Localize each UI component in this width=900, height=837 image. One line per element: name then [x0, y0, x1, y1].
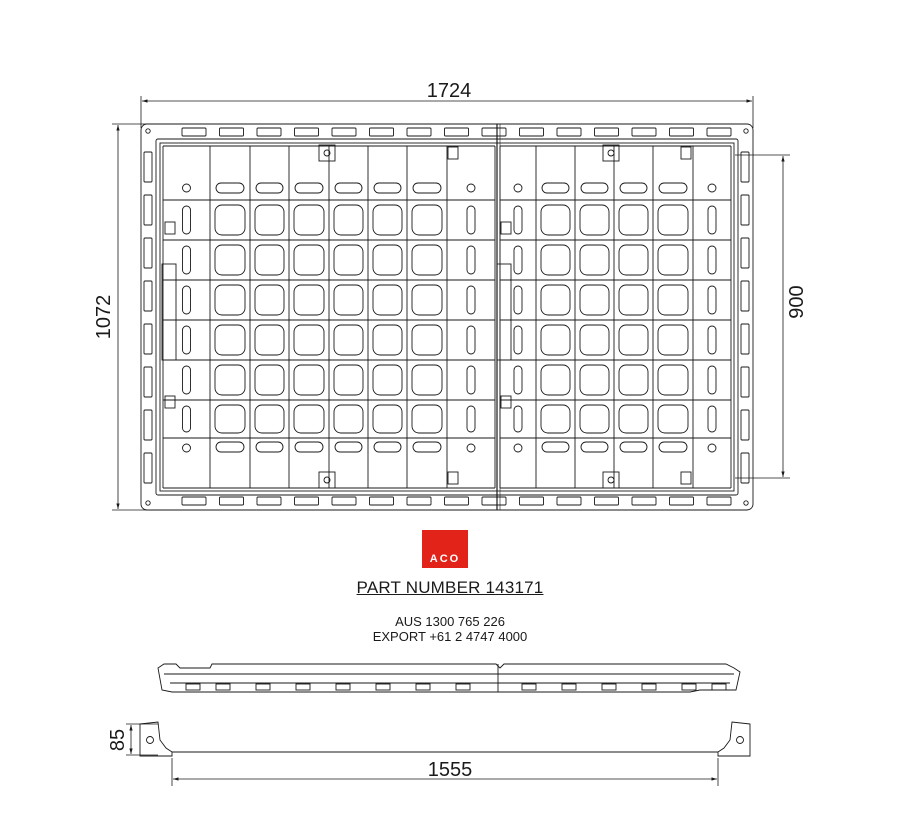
- perimeter-slot: [670, 128, 694, 136]
- corner-hole: [744, 501, 748, 505]
- grate-opening: [541, 365, 570, 395]
- perimeter-slot: [144, 281, 152, 311]
- grate-hole: [708, 444, 716, 452]
- embossed-label-box: [497, 264, 511, 360]
- grate-slot: [620, 442, 647, 452]
- grate-opening: [255, 325, 284, 355]
- grate-slot: [335, 183, 362, 193]
- grate-opening: [294, 325, 324, 355]
- grate-slot: [216, 442, 244, 452]
- bolt-icon: [608, 477, 614, 483]
- grate-slot: [659, 183, 687, 193]
- grate-opening: [373, 365, 402, 395]
- perimeter-slot: [144, 152, 152, 182]
- grate-opening: [255, 285, 284, 315]
- perimeter-slot: [144, 324, 152, 354]
- grate-slot: [183, 246, 191, 274]
- corner-hole: [146, 129, 150, 133]
- grate-opening: [294, 245, 324, 275]
- elevation-rib: [336, 684, 350, 690]
- grate-slot: [467, 246, 475, 274]
- grate-hole: [183, 444, 191, 452]
- grate-hole: [183, 184, 191, 192]
- grate-opening: [541, 245, 570, 275]
- perimeter-slot: [632, 128, 656, 136]
- grate-opening: [334, 205, 363, 235]
- grate-slot: [374, 183, 401, 193]
- grate-opening: [255, 245, 284, 275]
- grate-opening: [658, 285, 688, 315]
- grate-opening: [412, 365, 442, 395]
- grate-opening: [580, 285, 609, 315]
- grate-hole: [467, 444, 475, 452]
- grate-opening: [412, 405, 442, 433]
- grate-opening: [255, 205, 284, 235]
- grate-opening: [412, 205, 442, 235]
- grate-slot: [183, 406, 191, 432]
- perimeter-slot: [557, 128, 581, 136]
- grate-opening: [619, 285, 648, 315]
- perimeter-slot: [670, 497, 694, 505]
- grate-opening: [658, 405, 688, 433]
- lifting-point: [603, 145, 619, 161]
- grate-opening: [580, 245, 609, 275]
- dimension-depth-label: 85: [107, 728, 129, 752]
- part-number: PART NUMBER 143171: [356, 578, 544, 597]
- grate-opening: [373, 405, 402, 433]
- grate-base-profile: [140, 722, 750, 756]
- grate-opening: [334, 325, 363, 355]
- perimeter-slot: [707, 497, 731, 505]
- elevation-rib: [456, 684, 470, 690]
- locking-tab: [681, 472, 691, 484]
- elevation-rib: [296, 684, 310, 690]
- elevation-rib: [522, 684, 536, 690]
- grate-slot: [514, 406, 522, 432]
- grate-slot: [708, 366, 716, 394]
- grate-slot: [413, 442, 441, 452]
- dimension-inner-height: [735, 155, 808, 478]
- perimeter-slot: [144, 453, 152, 483]
- perimeter-slot: [220, 128, 244, 136]
- perimeter-slot: [482, 497, 506, 505]
- perimeter-slot: [295, 497, 319, 505]
- grate-opening: [412, 245, 442, 275]
- perimeter-slot: [257, 497, 281, 505]
- grate-slot: [708, 246, 716, 274]
- grate-slot: [708, 326, 716, 354]
- corner-hole: [744, 129, 748, 133]
- perimeter-slot: [520, 128, 544, 136]
- grate-opening: [334, 365, 363, 395]
- grate-opening: [619, 245, 648, 275]
- perimeter-slot: [295, 128, 319, 136]
- grate-slot: [542, 183, 569, 193]
- perimeter-slot: [741, 367, 749, 397]
- grate-opening: [541, 205, 570, 235]
- locking-tab: [501, 396, 511, 408]
- grate-slot: [335, 442, 362, 452]
- grate-slot: [216, 183, 244, 193]
- locking-tab: [448, 472, 458, 484]
- dimension-base-length: [172, 758, 718, 786]
- perimeter-slot: [482, 128, 506, 136]
- perimeter-slot: [144, 238, 152, 268]
- perimeter-slot: [741, 195, 749, 225]
- perimeter-slot: [370, 497, 394, 505]
- grate-slot: [514, 246, 522, 274]
- contact-info: [0, 614, 900, 644]
- perimeter-slot: [741, 152, 749, 182]
- grate-hole: [514, 184, 522, 192]
- grate-opening: [294, 365, 324, 395]
- grate-slot: [467, 326, 475, 354]
- grate-slot: [256, 183, 283, 193]
- perimeter-slot: [741, 281, 749, 311]
- elevation-rib: [376, 684, 390, 690]
- grate-opening: [541, 405, 570, 433]
- grate-slot: [708, 206, 716, 234]
- perimeter-slot: [595, 497, 619, 505]
- grate-opening: [412, 285, 442, 315]
- grate-opening: [215, 245, 245, 275]
- embossed-label-box: [162, 264, 176, 360]
- grate-slot: [708, 406, 716, 432]
- elevation-rib: [642, 684, 656, 690]
- lifting-point: [603, 472, 619, 488]
- perimeter-slot: [220, 497, 244, 505]
- grate-slot: [581, 442, 608, 452]
- grate-slot: [514, 286, 522, 314]
- elevation-rib: [562, 684, 576, 690]
- locking-tab: [165, 222, 175, 234]
- grate-slot: [295, 442, 323, 452]
- grate-opening: [580, 205, 609, 235]
- grate-opening: [658, 245, 688, 275]
- grate-opening: [215, 325, 245, 355]
- grate-opening: [658, 365, 688, 395]
- perimeter-slot: [370, 128, 394, 136]
- grate-opening: [255, 405, 284, 433]
- grate-slot: [374, 442, 401, 452]
- elevation-rib: [256, 684, 270, 690]
- grate-opening: [255, 365, 284, 395]
- grate-opening: [294, 205, 324, 235]
- perimeter-slot: [445, 497, 469, 505]
- grate-slot: [183, 326, 191, 354]
- perimeter-slot: [520, 497, 544, 505]
- elevation-rib: [602, 684, 616, 690]
- grate-hole: [708, 184, 716, 192]
- grate-opening: [619, 365, 648, 395]
- grate-slot: [413, 183, 441, 193]
- aco-logo: [422, 530, 468, 568]
- elevation-rib: [186, 684, 200, 690]
- grate-opening: [215, 205, 245, 235]
- perimeter-slot: [144, 410, 152, 440]
- grate-plan-view: [141, 124, 753, 510]
- locking-tab: [681, 147, 691, 159]
- perimeter-slot: [182, 497, 206, 505]
- grate-opening: [215, 405, 245, 433]
- perimeter-slot: [445, 128, 469, 136]
- perimeter-slot: [182, 128, 206, 136]
- perimeter-slot: [741, 410, 749, 440]
- grate-slot: [514, 206, 522, 234]
- bolt-icon: [608, 150, 614, 156]
- aco-logo-text: ACO: [429, 553, 461, 565]
- dimension-height: [93, 124, 148, 510]
- grate-slot: [467, 406, 475, 432]
- grate-opening: [619, 325, 648, 355]
- grate-opening: [373, 205, 402, 235]
- locking-tab: [165, 396, 175, 408]
- grate-opening: [373, 245, 402, 275]
- grate-opening: [658, 325, 688, 355]
- contact-aus: AUS 1300 765 226: [395, 614, 505, 629]
- dimension-inner-height-label: 900: [786, 285, 808, 319]
- grate-opening: [619, 405, 648, 433]
- grate-opening: [215, 365, 245, 395]
- grate-opening: [619, 205, 648, 235]
- corner-hole: [146, 501, 150, 505]
- grate-slot: [467, 286, 475, 314]
- grate-opening: [294, 285, 324, 315]
- grate-opening: [658, 205, 688, 235]
- perimeter-slot: [257, 128, 281, 136]
- dimension-base-length-label: 1555: [427, 759, 473, 781]
- grate-slot: [581, 183, 608, 193]
- grate-hole: [467, 184, 475, 192]
- perimeter-slot: [632, 497, 656, 505]
- elevation-rib: [416, 684, 430, 690]
- grate-slot: [256, 442, 283, 452]
- perimeter-slot: [144, 367, 152, 397]
- perimeter-slot: [332, 497, 356, 505]
- grate-opening: [334, 285, 363, 315]
- grate-slot: [295, 183, 323, 193]
- dimension-width-label: 1724: [426, 80, 472, 102]
- perimeter-slot: [741, 324, 749, 354]
- perimeter-slot: [144, 195, 152, 225]
- contact-export: EXPORT +61 2 4747 4000: [372, 629, 528, 644]
- perimeter-slot: [557, 497, 581, 505]
- grate-side-elevation: [158, 664, 740, 692]
- grate-opening: [215, 285, 245, 315]
- grate-opening: [294, 405, 324, 433]
- grate-opening: [580, 365, 609, 395]
- grate-opening: [373, 325, 402, 355]
- lifting-point: [319, 145, 335, 161]
- grate-slot: [659, 442, 687, 452]
- dimension-height-label: 1072: [93, 294, 115, 340]
- dimension-depth: [107, 724, 158, 755]
- elevation-rib: [712, 684, 726, 690]
- lifting-point: [319, 472, 335, 488]
- grate-hole: [514, 444, 522, 452]
- perimeter-slot: [741, 453, 749, 483]
- grate-slot: [467, 366, 475, 394]
- perimeter-slot: [332, 128, 356, 136]
- grate-opening: [541, 325, 570, 355]
- grate-opening: [541, 285, 570, 315]
- grate-opening: [580, 325, 609, 355]
- grate-opening: [334, 245, 363, 275]
- locking-tab: [448, 147, 458, 159]
- perimeter-slot: [595, 128, 619, 136]
- grate-opening: [412, 325, 442, 355]
- grate-slot: [620, 183, 647, 193]
- grate-opening: [334, 405, 363, 433]
- grate-opening: [373, 285, 402, 315]
- perimeter-slot: [407, 128, 431, 136]
- grate-slot: [183, 366, 191, 394]
- grate-slot: [542, 442, 569, 452]
- grate-slot: [183, 206, 191, 234]
- dimension-width: [141, 80, 753, 128]
- elevation-rib: [682, 684, 696, 690]
- perimeter-slot: [741, 238, 749, 268]
- grate-slot: [514, 326, 522, 354]
- grate-slot: [183, 286, 191, 314]
- perimeter-slot: [407, 497, 431, 505]
- grate-slot: [708, 286, 716, 314]
- grate-slot: [514, 366, 522, 394]
- elevation-rib: [216, 684, 230, 690]
- grate-slot: [467, 206, 475, 234]
- grate-opening: [580, 405, 609, 433]
- locking-tab: [501, 222, 511, 234]
- perimeter-slot: [707, 128, 731, 136]
